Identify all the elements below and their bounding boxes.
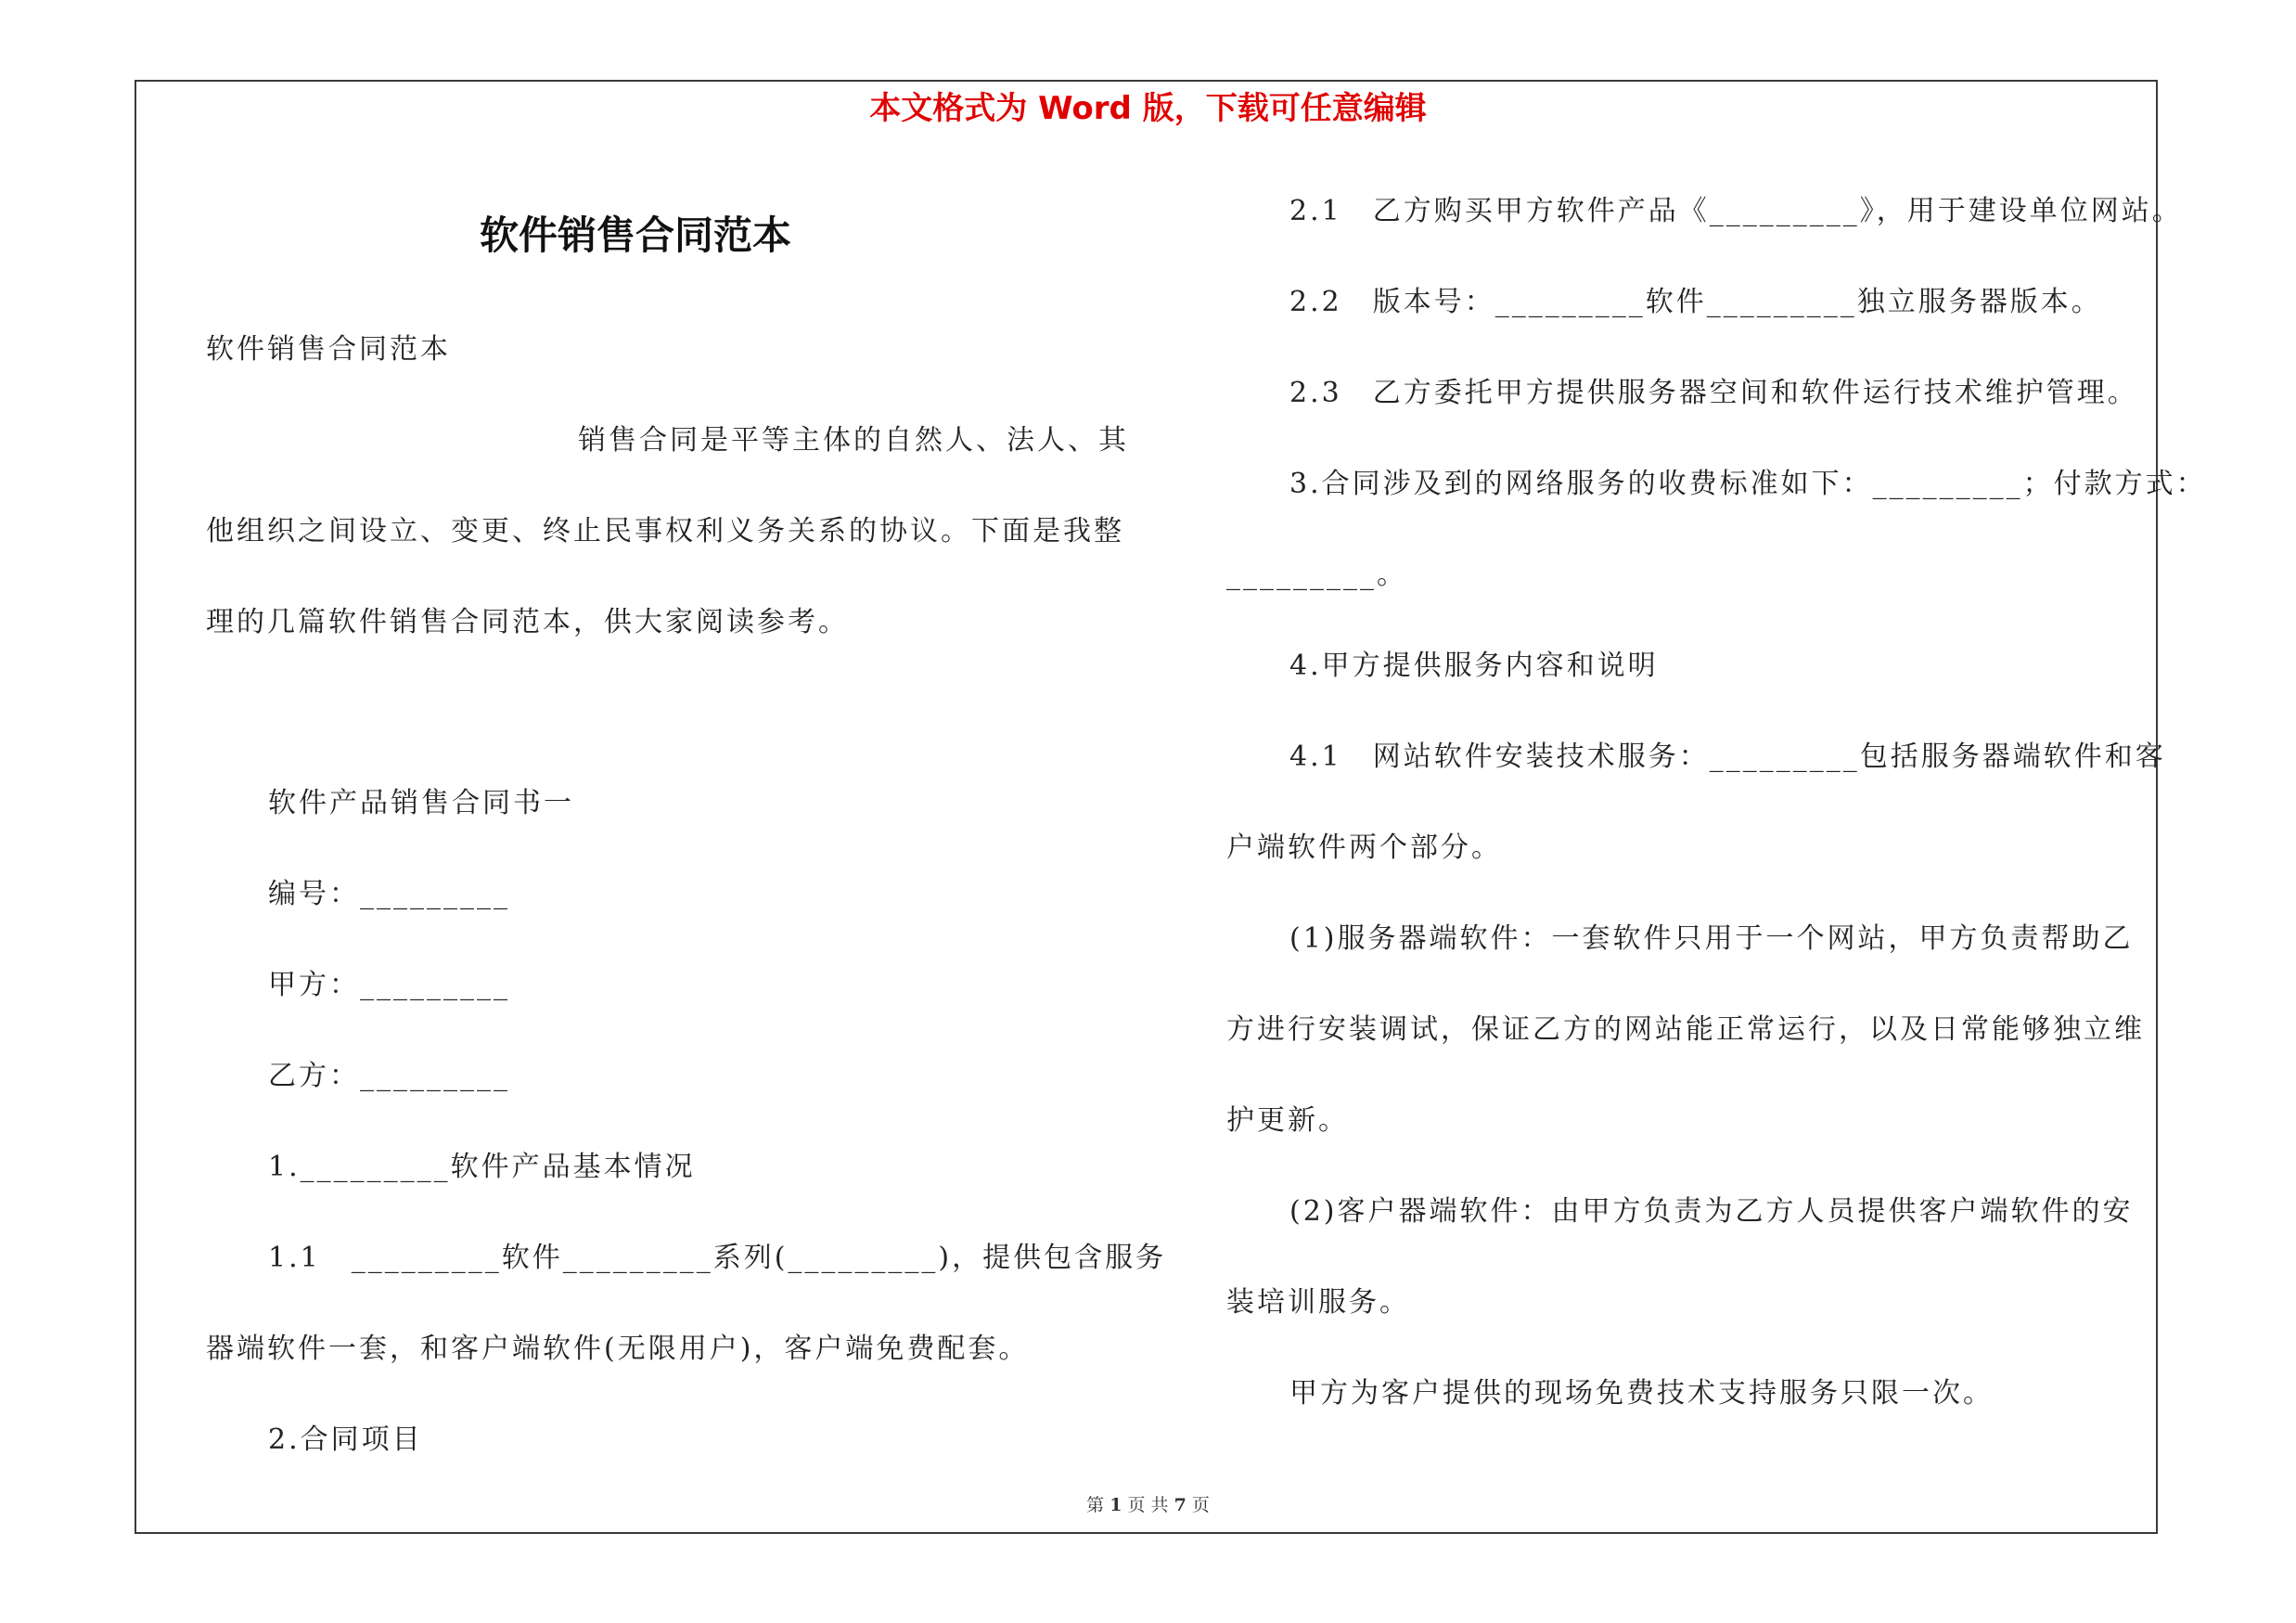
page-indicator [0, 1492, 2296, 1518]
intro-paragraph-line: 理的几篇软件销售合同范本，供大家阅读参考。 [206, 606, 849, 638]
page-indicator-middle: 页 共 [1127, 1495, 1169, 1515]
clause-line: 1.1 _________软件_________系列(_________)，提供包含服务 [268, 1242, 1167, 1274]
contract-heading: 软件产品销售合同书一 [268, 787, 574, 819]
clause-line: 器端软件一套，和客户端软件(无限用户)，客户端免费配套。 [206, 1333, 1030, 1365]
current-page-number: 1 [1110, 1495, 1122, 1515]
clause-line: 2.2 版本号：_________软件_________独立服务器版本。 [1289, 286, 2102, 318]
clause-line: (2)客户器端软件：由甲方负责为乙方人员提供客户端软件的安 [1289, 1195, 2134, 1228]
intro-paragraph-line: 销售合同是平等主体的自然人、法人、其 [578, 424, 1129, 457]
clause-line: 3.合同涉及到的网络服务的收费标准如下：_________；付款方式： [1289, 468, 2207, 500]
page-indicator-suffix: 页 [1191, 1495, 1210, 1515]
clause-line: 4.甲方提供服务内容和说明 [1289, 650, 1659, 682]
clause-line: 1._________软件产品基本情况 [268, 1151, 696, 1183]
format-notice-banner: 本文格式为 Word 版，下载可任意编辑 [869, 90, 1427, 127]
clause-line: _________。 [1226, 559, 1407, 591]
clause-line: 2.3 乙方委托甲方提供服务器空间和软件运行技术维护管理。 [1289, 377, 2138, 409]
clause-line: 方进行安装调试，保证乙方的网站能正常运行，以及日常能够独立维 [1226, 1013, 2145, 1046]
party-b-line: 乙方：_________ [268, 1060, 510, 1092]
clause-line: (1)服务器端软件：一套软件只用于一个网站，甲方负责帮助乙 [1289, 922, 2134, 955]
clause-line: 2.合同项目 [268, 1423, 423, 1456]
page-indicator-prefix: 第 [1086, 1495, 1105, 1515]
intro-paragraph-line: 他组织之间设立、变更、终止民事权利义务关系的协议。下面是我整 [206, 515, 1124, 547]
intro-heading: 软件销售合同范本 [206, 333, 451, 366]
clause-line: 装培训服务。 [1226, 1286, 1410, 1319]
document-title: 软件销售合同范本 [479, 213, 791, 258]
contract-number-line: 编号：_________ [268, 878, 510, 910]
clause-line: 户端软件两个部分。 [1226, 831, 1502, 864]
clause-line: 甲方为客户提供的现场免费技术支持服务只限一次。 [1289, 1377, 1994, 1410]
clause-line: 4.1 网站软件安装技术服务：_________包括服务器端软件和客 [1289, 741, 2166, 773]
clause-line: 2.1 乙方购买甲方软件产品《_________》，用于建设单位网站。 [1289, 195, 2183, 227]
clause-line: 护更新。 [1226, 1104, 1349, 1137]
total-page-count: 7 [1174, 1495, 1186, 1515]
party-a-line: 甲方：_________ [268, 969, 510, 1001]
